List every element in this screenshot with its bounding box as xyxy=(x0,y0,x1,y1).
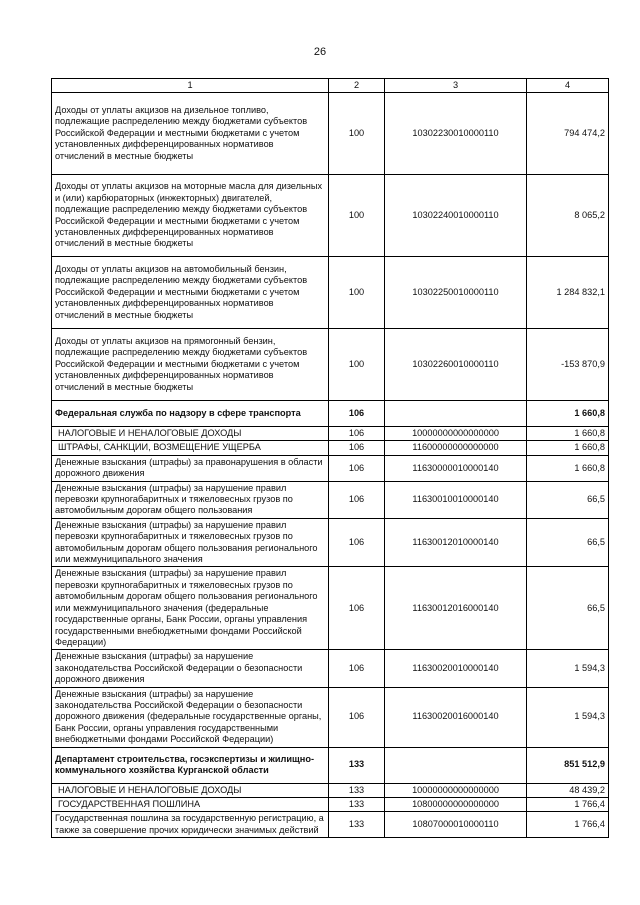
row-amount: 851 512,9 xyxy=(527,747,609,783)
row-revenue-code: 10807000010000110 xyxy=(385,812,527,838)
table-row xyxy=(52,455,609,481)
row-description: Федеральная служба по надзору в сфере транспорта xyxy=(52,401,329,427)
table-row xyxy=(52,427,609,441)
row-amount: 66,5 xyxy=(527,518,609,567)
header-col-3: 3 xyxy=(385,79,527,93)
table-row xyxy=(52,257,609,329)
row-admin-code: 133 xyxy=(329,783,385,797)
row-revenue-code: 11630020016000140 xyxy=(385,687,527,747)
table-row xyxy=(52,797,609,811)
row-amount: 1 660,8 xyxy=(527,401,609,427)
row-admin-code: 133 xyxy=(329,812,385,838)
table-row xyxy=(52,329,609,401)
row-amount: 1 284 832,1 xyxy=(527,257,609,329)
table-row xyxy=(52,481,609,518)
row-revenue-code: 10000000000000000 xyxy=(385,783,527,797)
table-row xyxy=(52,783,609,797)
table-row xyxy=(52,175,609,257)
header-col-4: 4 xyxy=(527,79,609,93)
row-description: Доходы от уплаты акцизов на дизельное топливо, подлежащие распределению между бюджетами субъектов Российской Федерации и местными бюджетами с учетом установленных дифференцированных нормативов отчислений в местные бюджеты xyxy=(52,93,329,175)
row-admin-code: 133 xyxy=(329,797,385,811)
row-amount: 794 474,2 xyxy=(527,93,609,175)
table-row xyxy=(52,650,609,687)
table-row xyxy=(52,687,609,747)
row-amount: 66,5 xyxy=(527,481,609,518)
table-row xyxy=(52,812,609,838)
table-header-row xyxy=(52,79,609,93)
row-admin-code: 100 xyxy=(329,329,385,401)
row-description: НАЛОГОВЫЕ И НЕНАЛОГОВЫЕ ДОХОДЫ xyxy=(52,783,329,797)
row-amount: 1 660,8 xyxy=(527,427,609,441)
row-description: Денежные взыскания (штрафы) за нарушение правил перевозки крупногабаритных и тяжеловесных грузов по автомобильным дорогам общего пользования xyxy=(52,481,329,518)
row-revenue-code: 10000000000000000 xyxy=(385,427,527,441)
row-admin-code: 106 xyxy=(329,567,385,650)
row-description: Денежные взыскания (штрафы) за нарушение законодательства Российской Федерации о безопасности дорожного движения (федеральные государственные органы, Банк России, органы управления государственными внебюджетными фондами Российской Федерации) xyxy=(52,687,329,747)
row-revenue-code xyxy=(385,401,527,427)
table-row xyxy=(52,441,609,455)
row-revenue-code: 10800000000000000 xyxy=(385,797,527,811)
row-admin-code: 106 xyxy=(329,427,385,441)
row-description: Доходы от уплаты акцизов на автомобильный бензин, подлежащие распределению между бюджетами субъектов Российской Федерации и местными бюджетами с учетом установленных дифференцированных нормативов отчислений в местные бюджеты xyxy=(52,257,329,329)
row-amount: -153 870,9 xyxy=(527,329,609,401)
row-revenue-code xyxy=(385,747,527,783)
row-description: Денежные взыскания (штрафы) за правонарушения в области дорожного движения xyxy=(52,455,329,481)
row-amount: 1 766,4 xyxy=(527,812,609,838)
row-revenue-code: 11630010010000140 xyxy=(385,481,527,518)
row-amount: 1 594,3 xyxy=(527,650,609,687)
page-number: 26 xyxy=(313,46,327,58)
row-amount: 66,5 xyxy=(527,567,609,650)
row-description: ГОСУДАРСТВЕННАЯ ПОШЛИНА xyxy=(52,797,329,811)
row-revenue-code: 10302250010000110 xyxy=(385,257,527,329)
header-col-1: 1 xyxy=(52,79,329,93)
row-description: Денежные взыскания (штрафы) за нарушение правил перевозки крупногабаритных и тяжеловесных грузов по автомобильным дорогам общего пользования регионального или межмуниципального значения xyxy=(52,518,329,567)
row-admin-code: 133 xyxy=(329,747,385,783)
row-admin-code: 106 xyxy=(329,481,385,518)
table-row-agency-total xyxy=(52,747,609,783)
row-admin-code: 100 xyxy=(329,93,385,175)
row-description: Департамент строительства, госэкспертизы и жилищно-коммунального хозяйства Курганской области xyxy=(52,747,329,783)
row-revenue-code: 11630000010000140 xyxy=(385,455,527,481)
row-description: Доходы от уплаты акцизов на моторные масла для дизельных и (или) карбюраторных (инжекторных) двигателей, подлежащие распределению между бюджетами субъектов Российской Федерации и местными бюджетами с учетом установленных дифференцированных нормативов отчислений в местные бюджеты xyxy=(52,175,329,257)
row-revenue-code: 11630012010000140 xyxy=(385,518,527,567)
row-revenue-code: 11600000000000000 xyxy=(385,441,527,455)
row-revenue-code: 10302230010000110 xyxy=(385,93,527,175)
table-row-agency-total xyxy=(52,401,609,427)
row-description: Денежные взыскания (штрафы) за нарушение правил перевозки крупногабаритных и тяжеловесных грузов по автомобильным дорогам общего пользования регионального или межмуниципального значения (федеральные государственные органы, Банк России, органы управления государственными внебюджетными фондами Российской Федерации) xyxy=(52,567,329,650)
row-revenue-code: 10302260010000110 xyxy=(385,329,527,401)
row-description: Доходы от уплаты акцизов на прямогонный бензин, подлежащие распределению между бюджетами субъектов Российской Федерации и местными бюджетами с учетом установленных дифференцированных нормативов отчислений в местные бюджеты xyxy=(52,329,329,401)
table-row xyxy=(52,518,609,567)
row-revenue-code: 11630012016000140 xyxy=(385,567,527,650)
row-description: НАЛОГОВЫЕ И НЕНАЛОГОВЫЕ ДОХОДЫ xyxy=(52,427,329,441)
row-amount: 1 660,8 xyxy=(527,441,609,455)
row-amount: 1 594,3 xyxy=(527,687,609,747)
row-admin-code: 100 xyxy=(329,175,385,257)
row-amount: 8 065,2 xyxy=(527,175,609,257)
row-admin-code: 106 xyxy=(329,687,385,747)
row-admin-code: 106 xyxy=(329,455,385,481)
row-admin-code: 100 xyxy=(329,257,385,329)
row-amount: 48 439,2 xyxy=(527,783,609,797)
row-description: ШТРАФЫ, САНКЦИИ, ВОЗМЕЩЕНИЕ УЩЕРБА xyxy=(52,441,329,455)
row-amount: 1 766,4 xyxy=(527,797,609,811)
row-admin-code: 106 xyxy=(329,401,385,427)
budget-revenue-table xyxy=(51,78,609,838)
row-description: Государственная пошлина за государственную регистрацию, а также за совершение прочих юридически значимых действий xyxy=(52,812,329,838)
row-revenue-code: 10302240010000110 xyxy=(385,175,527,257)
header-col-2: 2 xyxy=(329,79,385,93)
row-admin-code: 106 xyxy=(329,650,385,687)
row-description: Денежные взыскания (штрафы) за нарушение законодательства Российской Федерации о безопасности дорожного движения xyxy=(52,650,329,687)
row-admin-code: 106 xyxy=(329,441,385,455)
table-row xyxy=(52,567,609,650)
table-row xyxy=(52,93,609,175)
row-revenue-code: 11630020010000140 xyxy=(385,650,527,687)
row-admin-code: 106 xyxy=(329,518,385,567)
row-amount: 1 660,8 xyxy=(527,455,609,481)
